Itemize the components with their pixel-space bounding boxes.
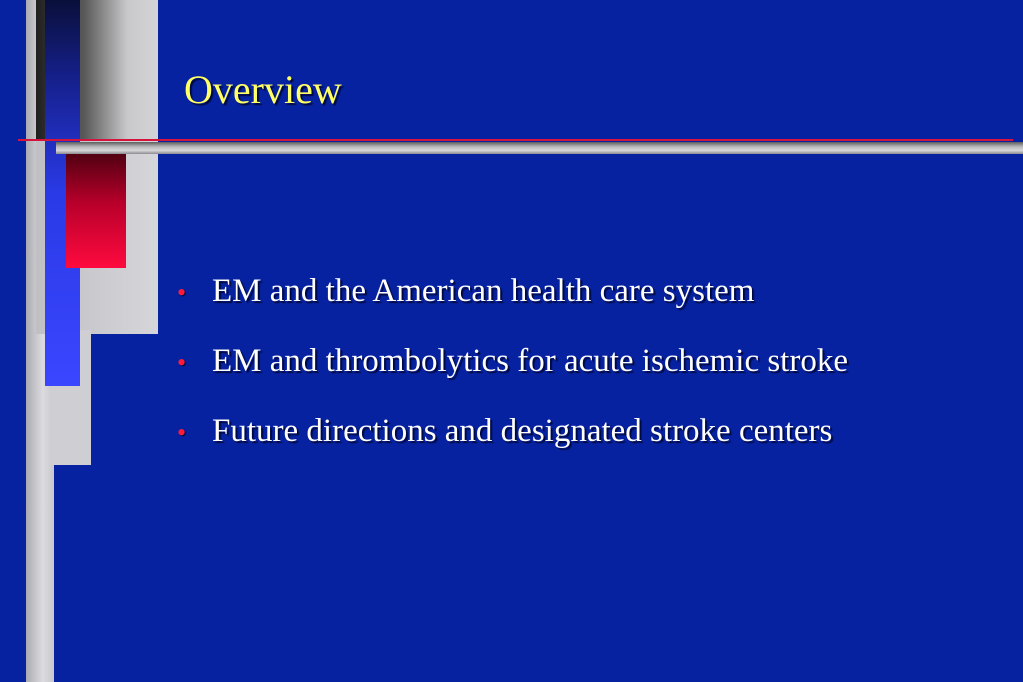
bullet-text: Future directions and designated stroke centers (212, 413, 833, 449)
bullet-marker-icon: • (177, 348, 187, 377)
bullet-list (175, 273, 848, 483)
bullet-text: EM and thrombolytics for acute ischemic stroke (212, 343, 848, 379)
title-underline-red (18, 139, 1013, 141)
bullet-text: EM and the American health care system (212, 273, 755, 309)
slide-title: Overview (184, 67, 342, 112)
bullet-item (175, 343, 848, 413)
bullet-marker-icon: • (177, 418, 187, 447)
title-underline-shadow (56, 142, 1023, 154)
bullet-item (175, 413, 848, 483)
bullet-item (175, 273, 848, 343)
decorative-red-block (66, 150, 126, 268)
bullet-marker-icon: • (177, 278, 187, 307)
